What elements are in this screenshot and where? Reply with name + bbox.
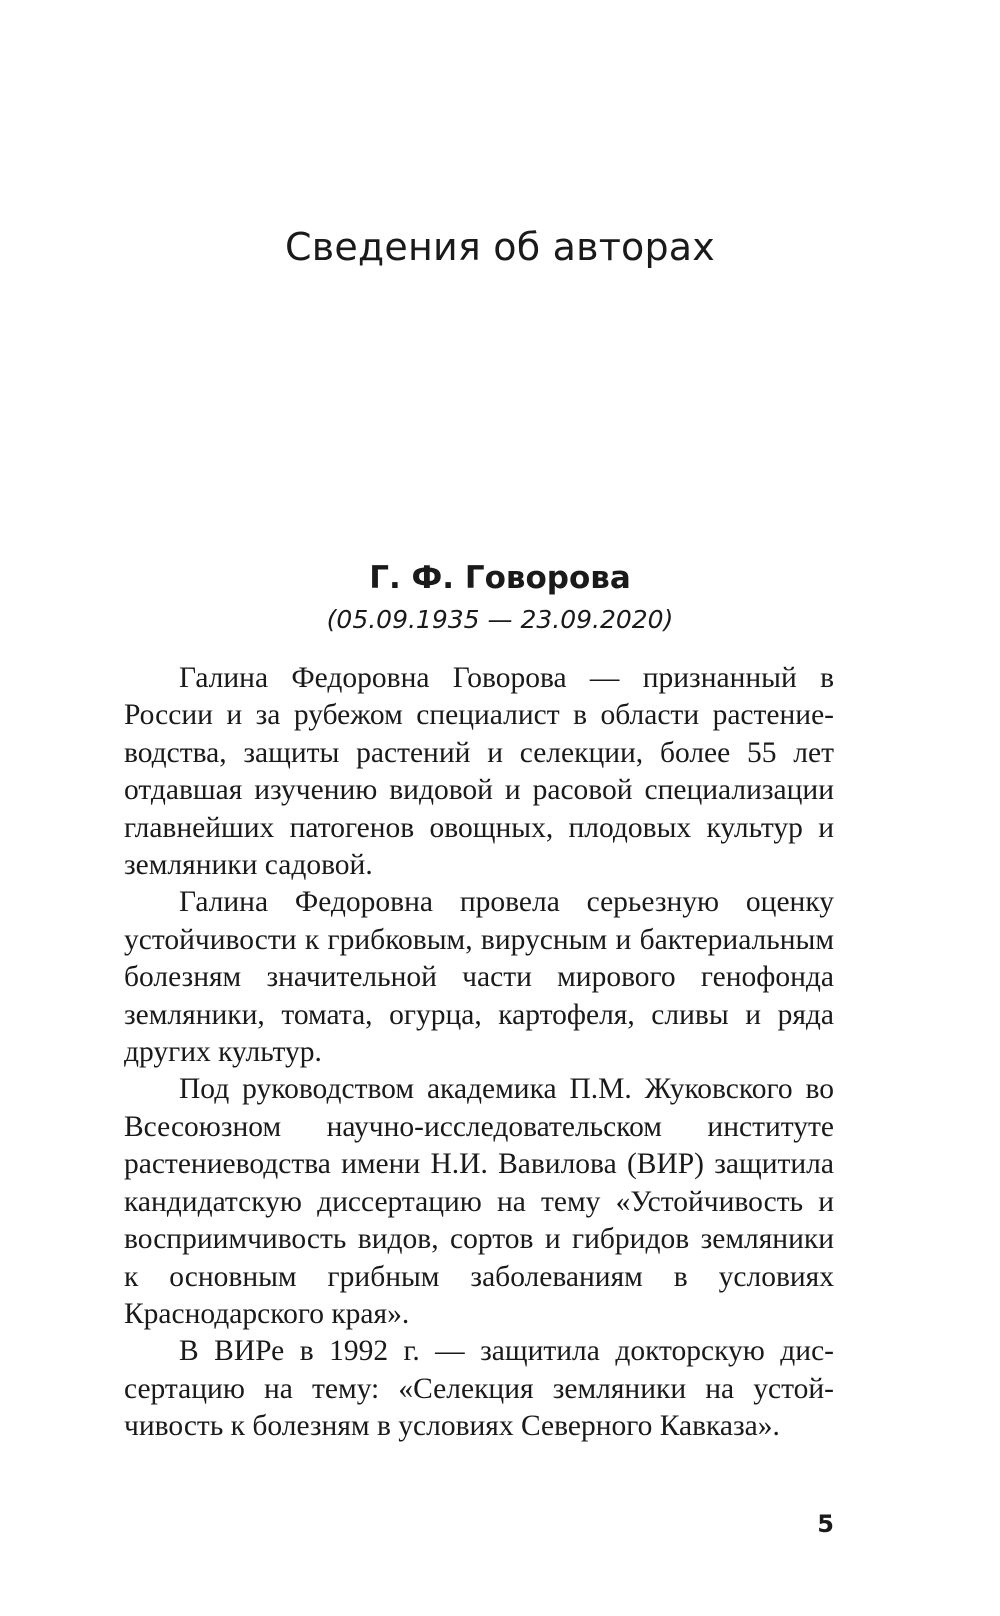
section-title: Сведения об авторах xyxy=(285,225,715,269)
biography-paragraph-2: Галина Федоровна провела серьезную оценку устойчивости к грибковым, вирусным и бактериальным болезням значительной части мирового генофонда земляники, томата, огурца, картофеля, сливы и ряда других культур. xyxy=(124,886,834,1069)
biography-paragraph-1: Галина Федоровна Говорова — признанный в России и за рубежом специалист в области растениеводства, защиты растений и селекции, более 55 лет отдавшая изучению видовой и расовой специализации главнейших патогенов овощных, плодовых культур и земляники садовой. xyxy=(124,662,834,882)
biography-paragraph-4: В ВИРе в 1992 г. — защитила докторскую диссертацию на тему: «Селекция земляники на устойчивость к болезням в условиях Северного Кавказа». xyxy=(124,1335,834,1443)
biography-paragraph-3: Под руководством академика П.М. Жуковского во Всесоюзном научно-исследовательском институте растениеводства имени Н.И. Вавилова (ВИР) защитила кандидатскую диссертацию на тему «Устойчивость и восприимчивость видов, сортов и гибридов земляники к основным грибным заболеваниям в условиях Краснодарского края». xyxy=(124,1073,834,1330)
author-dates: (05.09.1935 — 23.09.2020) xyxy=(326,605,674,634)
author-biography xyxy=(124,660,834,1446)
author-name: Г. Ф. Говорова xyxy=(369,560,631,596)
page-number: 5 xyxy=(817,1510,834,1538)
